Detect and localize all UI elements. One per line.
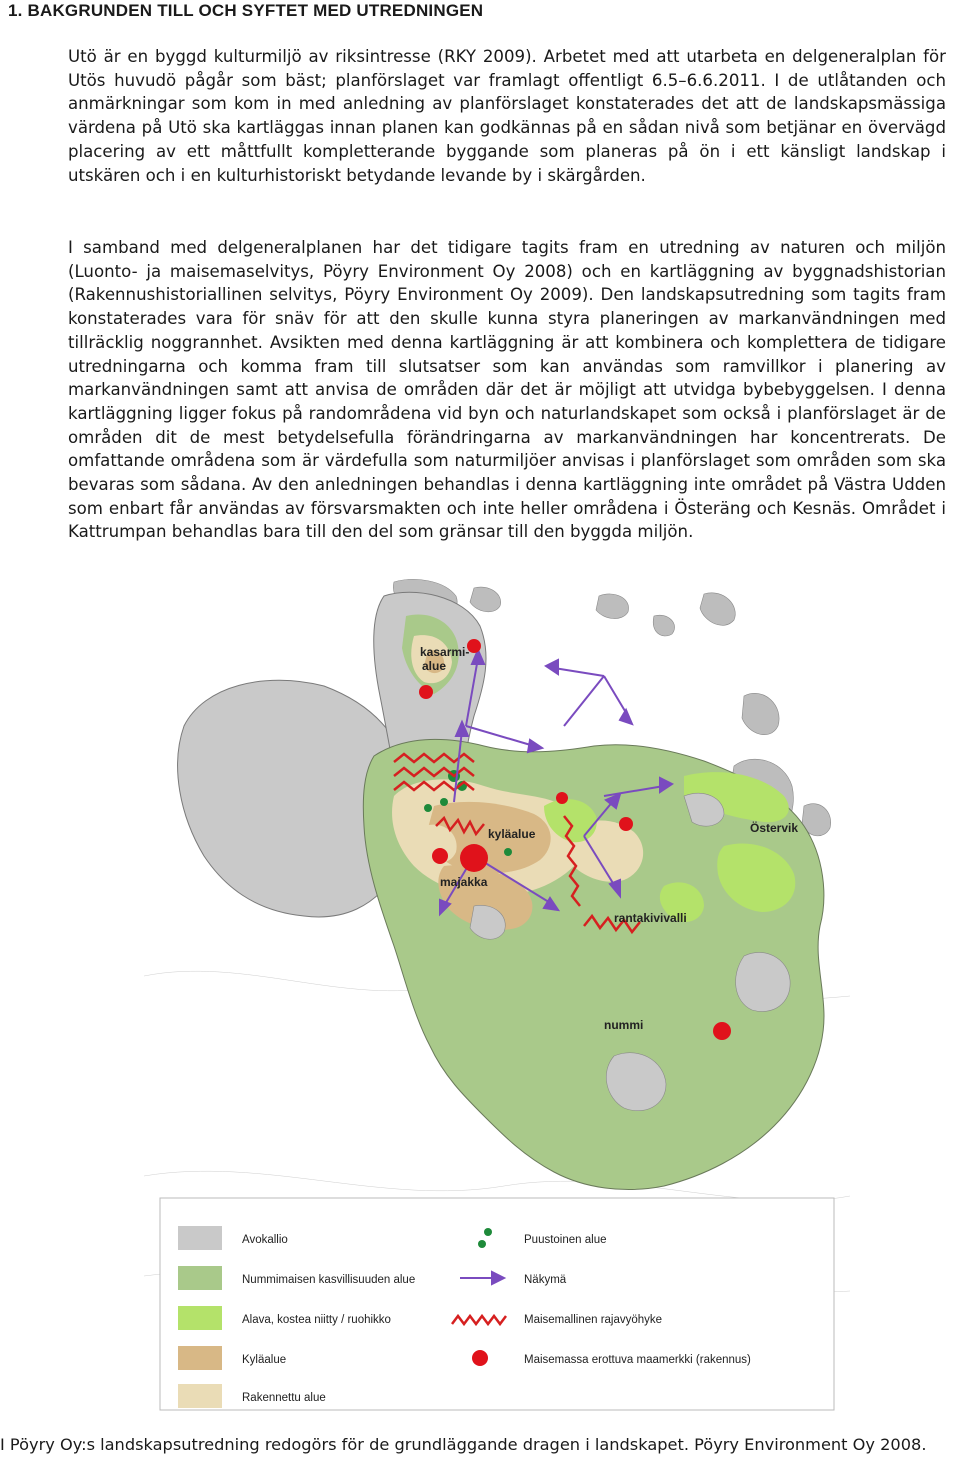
section-heading: 1. BAKGRUNDEN TILL OCH SYFTET MED UTREDNINGEN [8,1,484,20]
legend-swatch-alava [178,1306,222,1330]
place-alue: alue [422,659,447,673]
landscape-map-figure [144,576,850,1414]
legend-label-alava: Alava, kostea niitty / ruohikko [242,1314,391,1326]
background-paragraph: I samband med delgeneralplanen har det tidigare tagits fram en utredning av naturen och miljön (Luonto- ja maisemaselvitys, Pöyry Environment Oy 2008) och en kartläggning av byggnadshistorian (Rakennushistoriallinen selvitys, Pöyry Environment Oy 2009). Den landskapsutredning som tagits fram konstaterades vara för snäv för att den skulle kunna styra planeringen av markanvändningen med tillräcklig noggrannhet. Avsikten med denna kartläggning är att kombinera och komplettera de tidigare utredningarna och komma fram till slutsatser som kan användas som ramvillkor i planering av markanvändningen samt att anvisa de områden där det är möjligt att utvidga bybebyggelsen. I denna kartläggning ligger fokus på randområdena vid byn och naturlandskapet som också i planförslaget är de områden dit de mest betydelsefulla förändringarna av markanvändningen har koncentrerats. De omfattande områdena som är värdefulla som naturmiljöer anvisas i planförslaget som områden som ska bevaras som sådana. Av den anledningen behandlas i denna kartläggning inte området på Västra Udden som enbart får användas av försvarsmakten och inte heller områdena i Österäng och Kesnäs. Området i Kattrumpan behandlas bara till den del som gränsar till den byggda miljön. [68,238,946,542]
place-rantakivivalli: rantakivivalli [614,911,687,925]
legend-label-nummimainen: Nummimaisen kasvillisuuden alue [242,1274,416,1286]
figure-caption: I Pöyry Oy:s landskapsutredning redogörs för de grundläggande dragen i landskapet. Pöyry Environment Oy 2008. [0,1435,927,1454]
legend-label-avokallio: Avokallio [242,1234,288,1246]
legend-swatch-rakennettu [178,1384,222,1408]
legend-swatch-avokallio [178,1226,222,1250]
place-kasarmi: kasarmi- [420,645,470,659]
legend-label-nakyma: Näkymä [524,1274,567,1286]
legend-symbol-maamerkki [472,1350,488,1366]
place-kylaalue: kyläalue [488,827,536,841]
landscape-map [144,576,850,1414]
place-ostervik: Östervik [750,821,799,835]
intro-paragraph: Utö är en byggd kulturmiljö av riksintresse (RKY 2009). Arbetet med att utarbeta en delgeneralplan för Utös huvudö pågår som bäst; planförslaget var framlagt offentligt 6.5–6.6.2011. I de utlåtanden och anmärkningar som kom in med anledning av planförslaget konstaterades det att de landskapsmässiga värdena på Utö ska kartläggas innan planen kan godkännas på en sådan nivå som betjänar en övervägd placering av ett måttfullt kompletterande byggande som planeras på ön i ett känsligt landskap i utskären och i en kulturhistoriskt betydande levande by i skärgården. [68,47,946,185]
legend-label-kylaalue: Kyläalue [242,1354,287,1366]
legend-label-puustoinen: Puustoinen alue [524,1234,607,1246]
place-majakka: majakka [440,875,488,889]
map-legend [160,1198,834,1414]
legend-label-rakennettu: Rakennettu alue [242,1392,326,1404]
place-nummi: nummi [604,1018,644,1032]
legend-swatch-kylaalue [178,1346,222,1370]
legend-label-maisemallinen: Maisemallinen rajavyöhyke [524,1314,663,1326]
legend-label-maamerkki: Maisemassa erottuva maamerkki (rakennus) [524,1354,751,1366]
legend-swatch-nummimainen [178,1266,222,1290]
